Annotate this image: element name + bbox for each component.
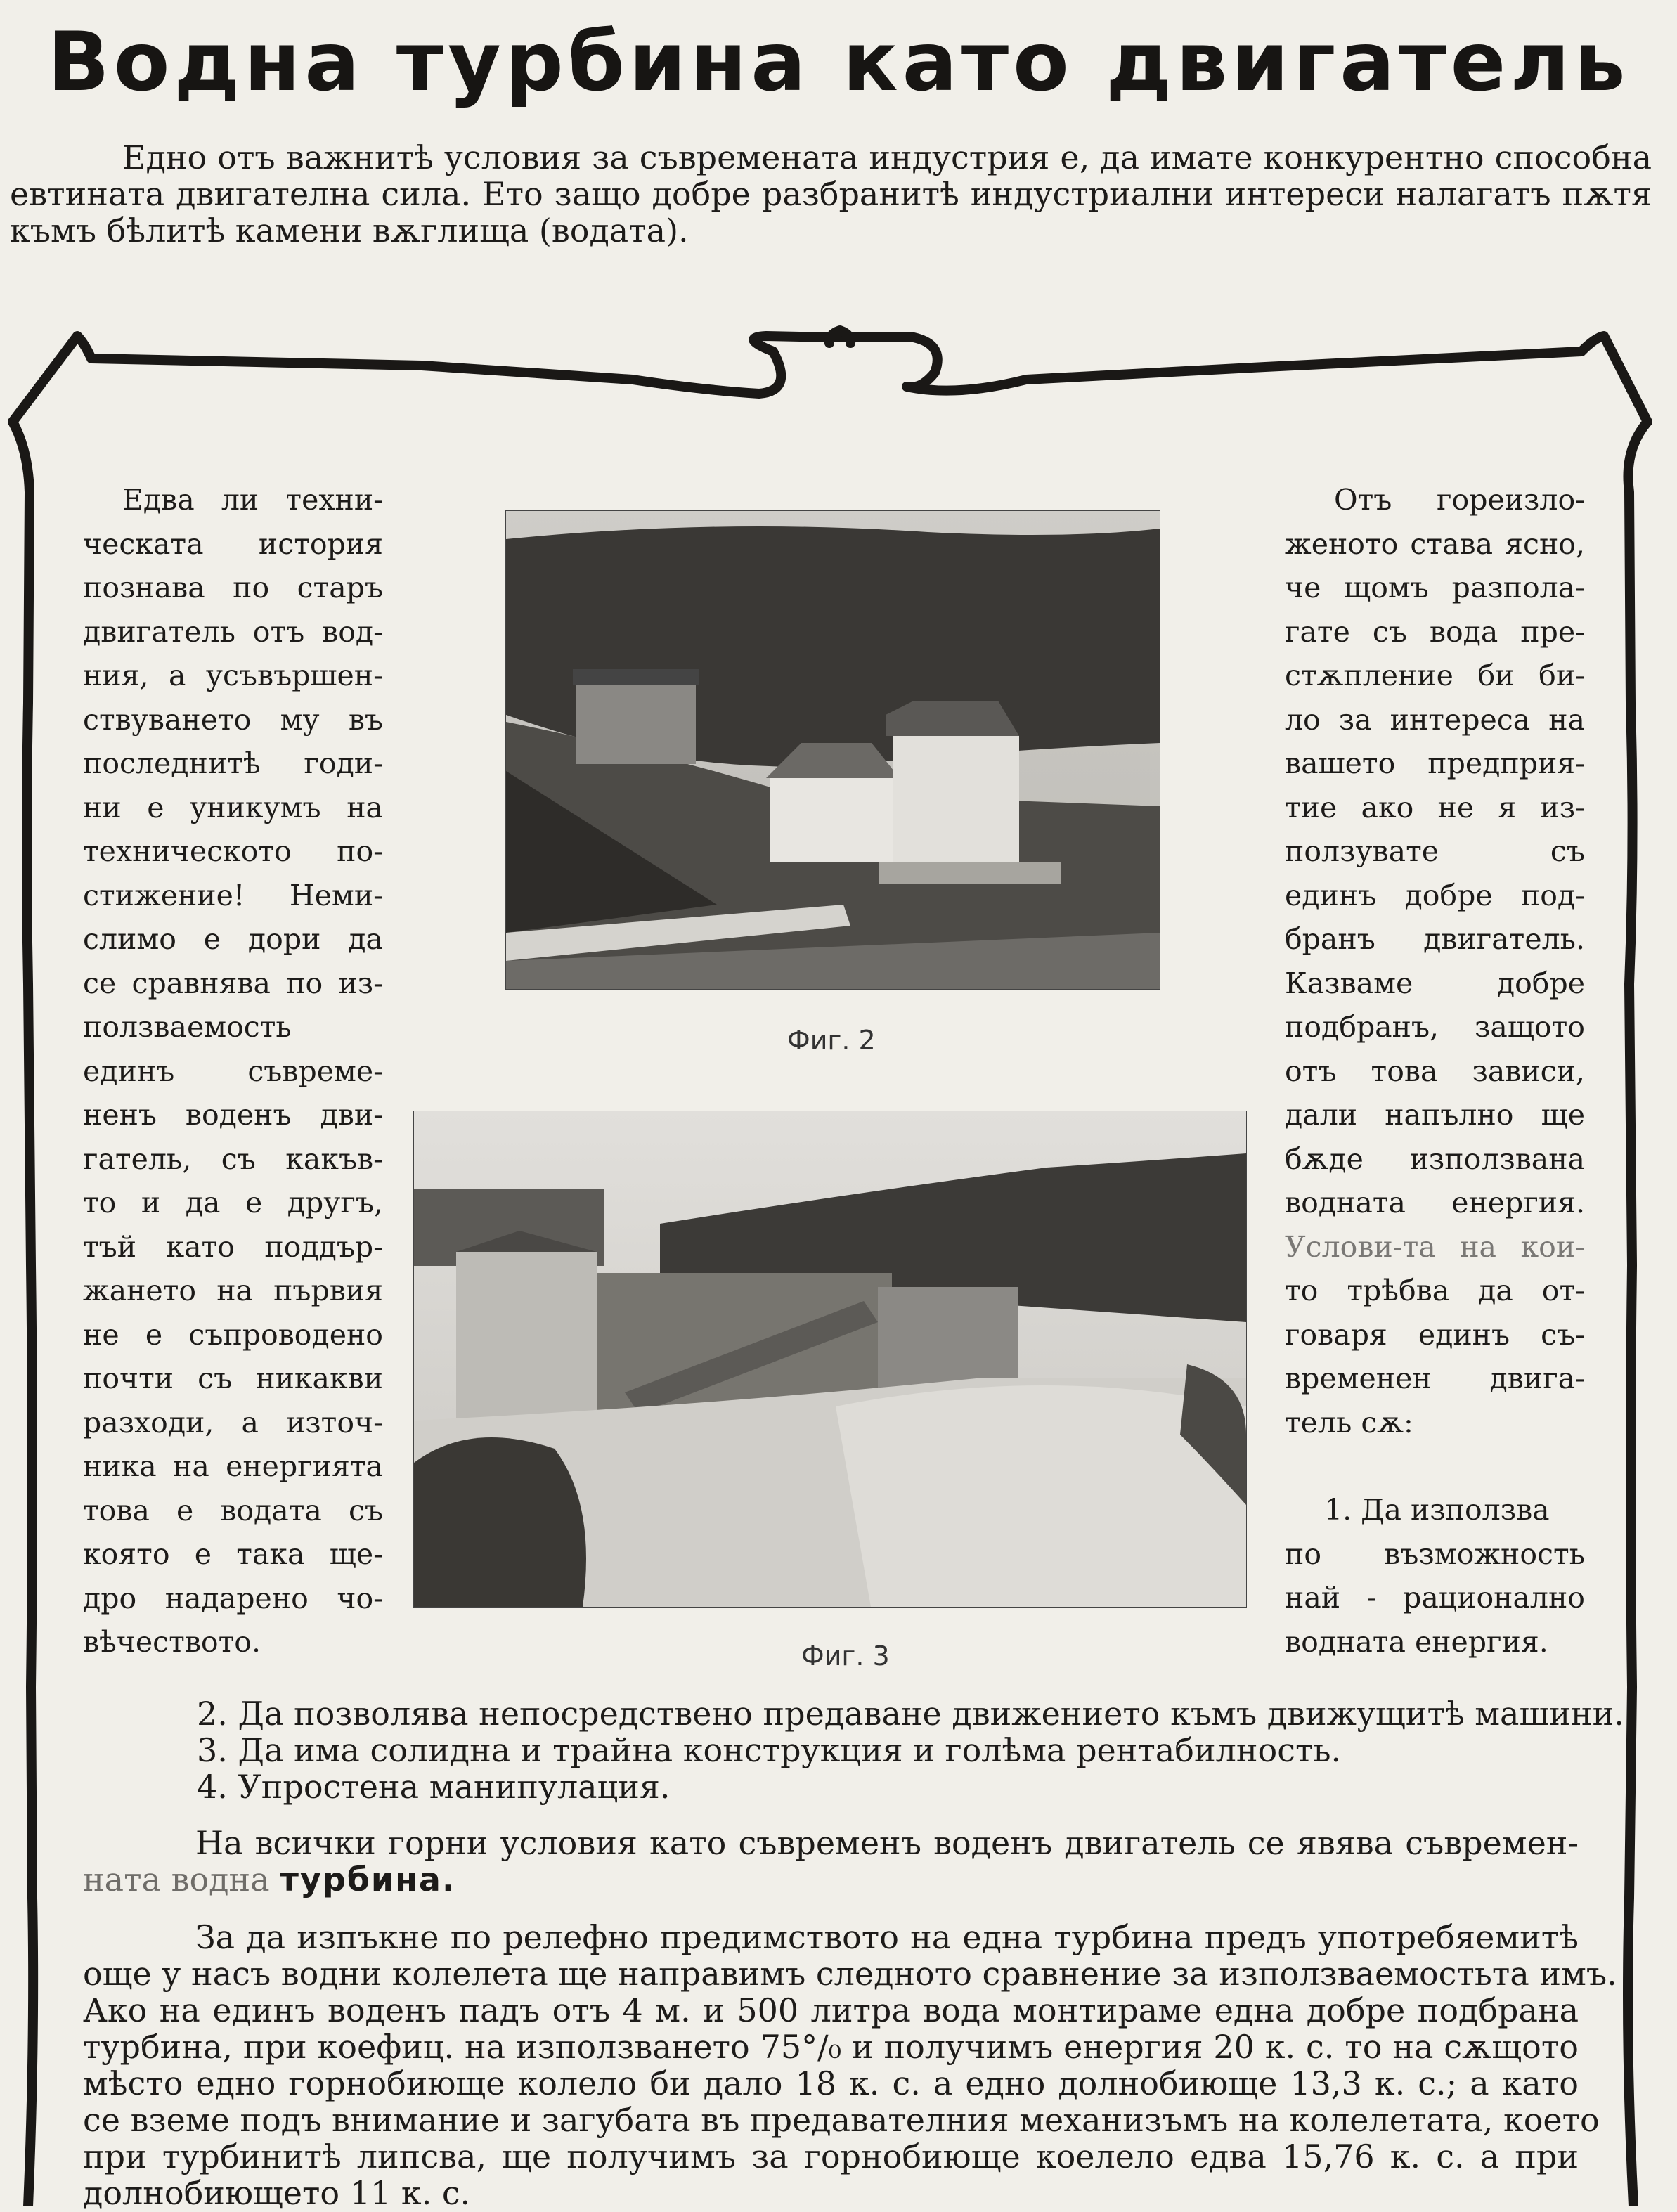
figure-3-photo xyxy=(413,1111,1247,1608)
left-col-line: разходи, а източ- xyxy=(83,1405,383,1440)
left-col-line: тъй като поддър- xyxy=(83,1229,383,1264)
right-column-text xyxy=(1285,478,1585,1664)
comparison-line: още у насъ водни колелета ще направимъ следното сравнение за използваемостьта имъ. xyxy=(83,1955,1617,1993)
right-col-line: гате съ вода пре- xyxy=(1285,614,1585,649)
left-col-line: познава по старъ xyxy=(83,571,383,604)
right-col-line: по възможность xyxy=(1285,1537,1585,1571)
list-item: 3. Да има солидна и трайна конструкция и голѣма рентабилность. xyxy=(197,1731,1342,1769)
left-col-line: техническото по- xyxy=(83,834,383,868)
left-col-line: ника на енергията xyxy=(83,1449,383,1483)
right-col-line: ползувате съ xyxy=(1285,834,1585,868)
right-col-line: бранъ двигатель. xyxy=(1285,922,1585,956)
right-col-line: 1. Да използва xyxy=(1324,1493,1550,1527)
left-col-line: това е водата съ xyxy=(83,1493,383,1527)
turbine-line xyxy=(83,1861,1579,1898)
right-col-line: Отъ гореизло- xyxy=(1334,483,1585,517)
left-col-line: слимо е дори да xyxy=(83,922,383,956)
left-col-line: ползваемость xyxy=(83,1010,292,1044)
comparison-line: За да изпъкне по релефно предимството на една турбина предъ употребяемитѣ xyxy=(195,1918,1579,1956)
turbine-line-prefix: ната водна xyxy=(83,1861,270,1899)
left-col-line: последнитѣ годи- xyxy=(83,746,383,780)
list-item: 2. Да позволява непосредствено предаване движението къмъ движущитѣ машини. xyxy=(197,1695,1624,1733)
left-col-line: единъ съвреме- xyxy=(83,1054,383,1088)
list-item: 4. Упростена манипулация. xyxy=(197,1768,671,1806)
figure-2-caption: Фиг. 2 xyxy=(787,1025,876,1056)
right-col-line: че щомъ разпола- xyxy=(1285,571,1585,604)
left-col-line: дро надарено чо- xyxy=(83,1581,383,1615)
left-col-line: се сравнява по из- xyxy=(83,966,383,1000)
right-col-line: Казваме добре xyxy=(1285,966,1585,1000)
left-col-line: Едва ли техни- xyxy=(122,483,383,517)
left-col-line: която е така ще- xyxy=(83,1537,383,1571)
turbine-emphasis: турбина. xyxy=(280,1861,456,1899)
left-col-line: гатель, съ какъв- xyxy=(83,1141,383,1176)
turbine-line: На всички горни условия като съвременъ воденъ двигатель се явява съвремен- xyxy=(195,1824,1579,1862)
figure-2-photo xyxy=(505,510,1160,990)
comparison-line: се вземе подъ внимание и загубата въ предавателния механизъмъ на колелетата, което xyxy=(83,2101,1600,2139)
right-col-line: женото става ясно, xyxy=(1285,526,1585,561)
comparison-line: Ако на единъ воденъ падъ отъ 4 м. и 500 литра вода монтираме една добре подбрана xyxy=(83,1991,1579,2029)
left-col-line: вѣчеството. xyxy=(83,1625,261,1659)
right-col-line: Услови-та на кои- xyxy=(1285,1229,1585,1264)
intro-line: Едно отъ важнитѣ условия за съвремената индустрия е, да имате конкурентно способна xyxy=(122,138,1652,176)
right-col-line: подбранъ, защото xyxy=(1285,1010,1585,1044)
right-col-line: водната енергия. xyxy=(1285,1624,1548,1659)
right-col-line: то трѣбва да от- xyxy=(1285,1274,1585,1307)
right-col-line: бѫде използвана xyxy=(1285,1141,1585,1176)
left-col-line: ния, а усъвършен- xyxy=(83,659,383,692)
left-col-line: ческата история xyxy=(83,526,383,561)
left-col-line: ствуването му въ xyxy=(83,702,383,737)
left-col-line: ненъ воденъ дви- xyxy=(83,1098,383,1132)
figure-3-caption: Фиг. 3 xyxy=(801,1641,890,1671)
right-col-line: ло за интереса на xyxy=(1285,702,1585,737)
turbine-paragraph xyxy=(83,1825,1579,1898)
left-col-line: двигатель отъ вод- xyxy=(83,614,383,649)
right-col-line: стѫпление би би- xyxy=(1285,659,1585,692)
numbered-list xyxy=(197,1695,1624,1806)
intro-line: евтината двигателна сила. Ето защо добре разбранитѣ индустриални интереси налагатъ пѫтя xyxy=(10,175,1652,213)
comparison-line: турбина, при коефиц. на използването 75°/₀ и получимъ енергия 20 к. с. то на сѫщото xyxy=(83,2028,1579,2066)
left-col-line: почти съ никакви xyxy=(83,1362,383,1395)
left-column-text xyxy=(83,478,383,1664)
comparison-line: при турбинитѣ липсва, ще получимъ за горнобиюще коелело едва 15,76 к. с. а при xyxy=(83,2137,1579,2175)
left-col-line: стижение! Неми- xyxy=(83,878,383,912)
comparison-line: мѣсто едно горнобиюще колело би дало 18 к. с. а едно долнобиюще 13,3 к. с.; а като xyxy=(83,2064,1579,2102)
right-col-line: временен двига- xyxy=(1285,1362,1585,1395)
right-col-line: тель сѫ: xyxy=(1285,1405,1413,1440)
right-col-line: най - рационално xyxy=(1285,1581,1585,1615)
comparison-paragraph xyxy=(83,1918,1617,2212)
comparison-line: долнобиющето 11 к. с. xyxy=(83,2174,471,2212)
right-col-spacer xyxy=(1285,1444,1585,1488)
right-col-line: единъ добре под- xyxy=(1285,878,1585,912)
right-col-line: тие ако не я из- xyxy=(1285,790,1585,824)
left-col-line: ни е уникумъ на xyxy=(83,790,383,824)
left-col-line: то и да е другъ, xyxy=(83,1186,383,1220)
right-col-line: вашето предприя- xyxy=(1285,746,1585,780)
right-col-line: дали напълно ще xyxy=(1285,1098,1585,1132)
page-title: Водна турбина като двигатель xyxy=(47,15,1630,110)
right-col-line: водната енергия. xyxy=(1285,1186,1585,1220)
right-col-line: говаря единъ съ- xyxy=(1285,1317,1585,1352)
left-col-line: не е съпроводено xyxy=(83,1317,383,1352)
left-col-line: жането на първия xyxy=(83,1274,383,1307)
intro-line: къмъ бѣлитѣ камени вѫглища (водата). xyxy=(10,212,689,250)
right-col-line: отъ това зависи, xyxy=(1285,1054,1585,1088)
